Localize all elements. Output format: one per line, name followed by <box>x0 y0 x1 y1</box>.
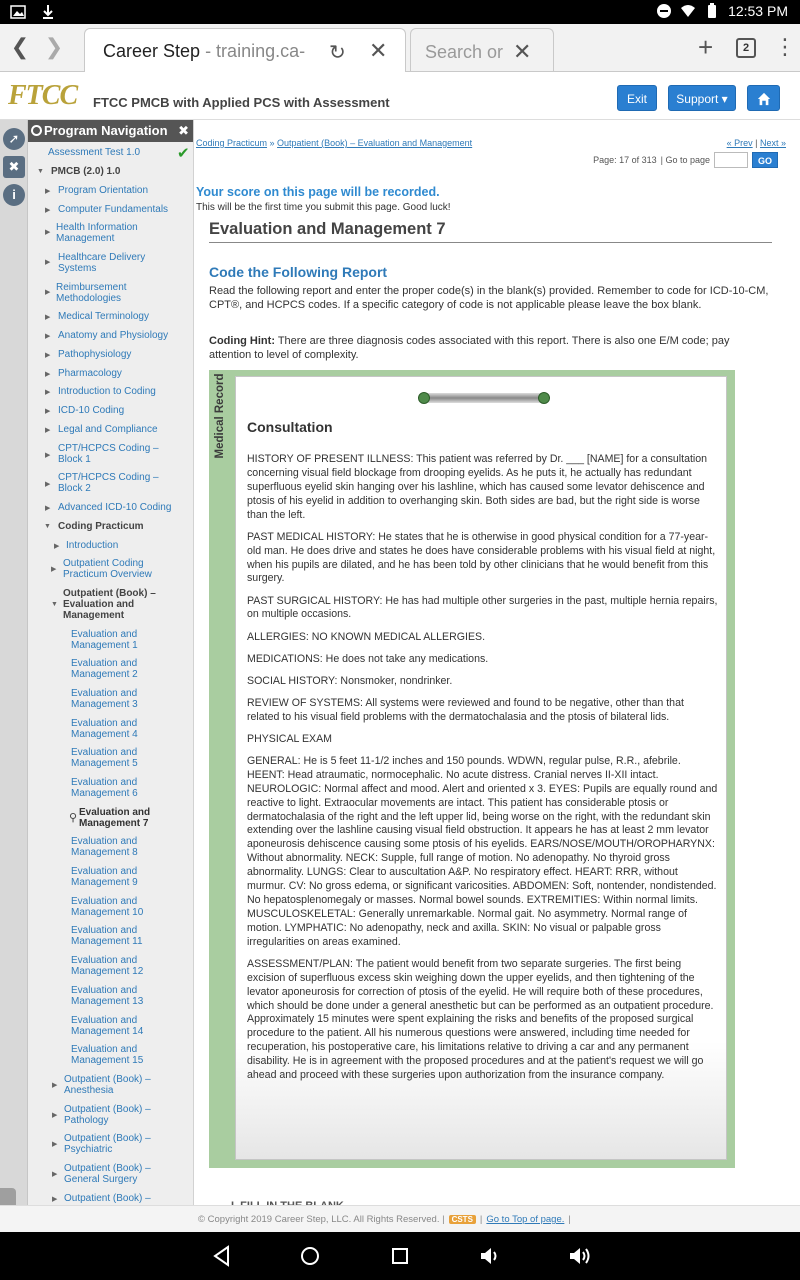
collapse-icon[interactable]: ✖ <box>178 123 189 138</box>
caret-right-icon[interactable]: ▶ <box>45 207 51 214</box>
wifi-icon <box>680 3 696 19</box>
caret-right-icon[interactable]: ▶ <box>45 389 51 396</box>
tools-icon[interactable]: ✖ <box>3 156 25 178</box>
instructions: Read the following report and enter the proper code(s) in the blank(s) provided. Remember to code for ICD-10-CM, CPT®, and HCPCS codes. If a specific category of code is not applicable please leave the box blank. <box>209 285 769 311</box>
medical-record <box>209 370 735 1168</box>
nav-em-13[interactable]: Evaluation and Management 13 <box>71 985 144 1007</box>
page-info <box>593 152 778 168</box>
record-tab-corner <box>209 470 229 482</box>
breadcrumb-separator: » <box>267 138 278 148</box>
program-navigation-title: Program Navigation <box>44 123 168 138</box>
home-circle-icon[interactable] <box>296 1242 324 1270</box>
record-ros: REVIEW OF SYSTEMS: All systems were reviewed and found to be negative, other than that related to his visual field problems with the dermatochalasia and the ptosis of bilateral lids. <box>247 696 684 723</box>
record-physical-exam-heading: PHYSICAL EXAM <box>247 732 332 745</box>
nav-legal-compliance[interactable]: Legal and Compliance <box>58 424 158 435</box>
caret-down-icon[interactable]: ▼ <box>44 523 51 530</box>
caret-right-icon[interactable]: ▶ <box>51 566 57 573</box>
caret-right-icon[interactable]: ▶ <box>52 1196 58 1203</box>
tab-url: - training.ca- <box>200 41 306 61</box>
record-title: Consultation <box>247 419 333 435</box>
caret-down-icon[interactable]: ▼ <box>51 601 58 608</box>
battery-icon <box>704 3 720 19</box>
caret-right-icon[interactable]: ▶ <box>45 481 51 488</box>
nav-advanced-icd10[interactable]: Advanced ICD-10 Coding <box>58 502 172 513</box>
caret-right-icon[interactable]: ▶ <box>45 352 51 359</box>
record-allergies: ALLERGIES: NO KNOWN MEDICAL ALLERGIES. <box>247 630 486 643</box>
caret-right-icon[interactable]: ▶ <box>45 371 51 378</box>
caret-right-icon[interactable]: ▶ <box>54 543 60 550</box>
nav-medical-terminology[interactable]: Medical Terminology <box>58 311 149 322</box>
caret-right-icon[interactable]: ▶ <box>45 408 51 415</box>
nav-outpatient-more[interactable]: Outpatient (Book) – <box>64 1193 151 1204</box>
main-content <box>195 120 800 1205</box>
record-psh: PAST SURGICAL HISTORY: He has had multiple other surgeries in the past, multiple hernia repairs, on multiple occasions. <box>247 594 718 621</box>
status-bar <box>0 0 800 24</box>
do-not-disturb-icon <box>656 3 672 19</box>
nav-em-15[interactable]: Evaluation and Management 15 <box>71 1044 144 1066</box>
nav-introduction-to-coding[interactable]: Introduction to Coding <box>58 386 156 397</box>
nav-em-14[interactable]: Evaluation and Management 14 <box>71 1015 144 1037</box>
nav-em-1[interactable]: Evaluation and Management 1 <box>71 629 138 651</box>
breadcrumb <box>196 138 472 148</box>
caret-right-icon[interactable]: ▶ <box>45 229 51 236</box>
nav-reimbursement-methodologies[interactable]: Reimbursement Methodologies <box>56 282 127 304</box>
nav-outpatient-overview[interactable]: Outpatient Coding Practicum Overview <box>63 558 152 580</box>
nav-anatomy-physiology[interactable]: Anatomy and Physiology <box>58 330 169 341</box>
nav-coding-practicum[interactable]: Coding Practicum <box>58 521 144 532</box>
volume-up-icon[interactable] <box>566 1242 594 1270</box>
completed-check-icon: ✔ <box>177 145 190 162</box>
caret-down-icon[interactable]: ▼ <box>37 168 44 175</box>
nav-introduction[interactable]: Introduction <box>66 540 119 551</box>
back-icon[interactable] <box>208 1242 236 1270</box>
forward-arrow-icon[interactable]: ❯ <box>44 34 64 59</box>
nav-em-12[interactable]: Evaluation and Management 12 <box>71 955 144 977</box>
caret-right-icon[interactable]: ▶ <box>45 452 51 459</box>
nav-outpatient-general-surgery[interactable]: Outpatient (Book) – General Surgery <box>64 1163 151 1185</box>
score-notice: Your score on this page will be recorded. <box>196 185 440 199</box>
prev-next-nav: « Prev | Next » <box>726 138 786 148</box>
more-menu-icon[interactable]: ⋮ <box>774 34 796 59</box>
record-assessment-plan: ASSESSMENT/PLAN: The patient would benefit from two separate surgeries. The first being excision of superfluous excess skin weighing down the upper eyelids, and then tightening of the levator aponeurosis for correction of ptosis of the eyelid. He will require both of these procedures, which should be done under a general anesthetic but can be performed as an outpatient procedure. Approximately 15 minutes were spent explaining the risks and benefits of the proposed surgical procedure to the patient. All his numerous questions were answered, including time needed for recuperation, his postoperative care, his limitations relative to driving a car and any permanent disability. He is in agreement with the proposed procedures and at the patient's request we will go ahead and proceed with these surgeries upon authorization from the insurance company. <box>247 957 714 1082</box>
nav-icd10-coding[interactable]: ICD-10 Coding <box>58 405 125 416</box>
reload-icon[interactable]: ↻ <box>329 42 346 64</box>
nav-em-7[interactable]: Evaluation and Management 7 <box>79 807 151 829</box>
goto-page-input[interactable] <box>714 152 748 168</box>
nav-cpt-block-2[interactable]: CPT/HCPCS Coding – Block 2 <box>58 472 159 494</box>
record-hpi: HISTORY OF PRESENT ILLNESS: This patient was referred by Dr. ___ [NAME] for a consultation concerning visual field blockage from drooping eyelids. As he puts it, he actually has redundant superfluous eyelid skin hanging over his lashline, which has caused some levator dehiscence and ptosis of his eyelid in addition to overhanging skin. Both sides are bad, but the right side is worse than the left. <box>247 453 708 521</box>
medical-record-label: Medical Record <box>214 373 226 459</box>
nav-em-9[interactable]: Evaluation and Management 9 <box>71 866 138 888</box>
record-body <box>247 453 719 1091</box>
inactive-tab-title: Search or <box>425 42 504 62</box>
close-inactive-tab-icon[interactable]: ✕ <box>513 39 532 64</box>
page-count: Page: 17 of 313 <box>593 155 657 165</box>
record-sheet <box>235 376 727 1160</box>
new-tab-icon[interactable]: + <box>698 32 714 62</box>
nav-pmcb[interactable]: PMCB (2.0) 1.0 <box>51 166 121 177</box>
program-navigation-header <box>28 120 193 142</box>
record-physical-exam: GENERAL: He is 5 feet 11-1/2 inches and 150 pounds. WDWN, regular pulse, R.R., afebrile. HEENT: Head atraumatic, normocephalic. No acute distress. Cranial nerves II-XII intact. NEUROLOGIC: Normal affect and mood. Alert and oriented x 3. EYES: Pupils are equally round and reactive to light. Extraocular movements are intact. This patient has considerable ptosis or dermatochalasia of the right and the left upper lid, being worse on the right, with the redundant skin extending over the lashline causing visual field obstruction. It appears he has at least 2 mm levator aponeurosis dehiscence causing some ptosis of his eyelids. EARS/NOSE/MOUTH/OROPHARYNX: Without abnormality. NECK: Supple, full range of motion. No adenopathy. No thyroid gross abnormality. LUNGS: Clear to auscultation A&P. No respiratory effect. HEART: RRR, without murmur. CV: No gross edema, or significant varicosities. ABDOMEN: Soft, nontender, nondistended. No hepatosplenomegaly or masses. Normal bowel sounds. EXTREMITIES: Within normal limits. MUSCULOSKELETAL: Generally unremarkable. Normal gait. No asymmetry. Normal range of motion. LYMPHATIC: No adenopathy, neck and axilla. SKIN: No visual or palpable gross irregularities on areas examined. <box>247 754 718 948</box>
goto-label: | Go to page <box>660 155 710 165</box>
support-button[interactable]: Support ▾ <box>668 85 736 111</box>
nav-outpatient-em[interactable]: Outpatient (Book) – Evaluation and Management <box>63 588 156 621</box>
nav-em-2[interactable]: Evaluation and Management 2 <box>71 658 138 680</box>
nav-pharmacology[interactable]: Pharmacology <box>58 368 122 379</box>
binder-clip-icon <box>420 393 548 403</box>
close-tab-icon[interactable]: ✕ <box>369 38 388 63</box>
coding-hint <box>209 334 774 362</box>
android-nav-bar <box>0 1232 800 1280</box>
active-tab[interactable] <box>84 28 406 74</box>
recents-icon[interactable] <box>386 1242 414 1270</box>
info-icon[interactable]: i <box>3 184 25 206</box>
compass-icon[interactable]: ➚ <box>3 128 25 150</box>
nav-outpatient-pathology[interactable]: Outpatient (Book) – Pathology <box>64 1104 151 1126</box>
caret-right-icon[interactable]: ▶ <box>45 289 51 296</box>
site-header <box>0 72 800 120</box>
home-button[interactable] <box>747 85 780 111</box>
caret-right-icon[interactable]: ▶ <box>52 1171 58 1178</box>
section-title: Code the Following Report <box>209 264 388 280</box>
status-time: 12:53 PM <box>728 3 788 19</box>
caret-right-icon[interactable]: ▶ <box>52 1082 58 1089</box>
copyright: © Copyright 2019 Career Step, LLC. All Rights Reserved. | <box>198 1214 445 1225</box>
location-pin-icon: ⚲ <box>69 812 78 824</box>
next-link[interactable]: Next » <box>759 138 786 148</box>
nav-computer-fundamentals[interactable]: Computer Fundamentals <box>58 204 169 215</box>
caret-right-icon[interactable]: ▶ <box>45 314 51 321</box>
nav-cpt-block-1[interactable]: CPT/HCPCS Coding – Block 1 <box>58 443 159 465</box>
volume-down-icon[interactable] <box>476 1242 504 1270</box>
inactive-tab[interactable] <box>410 28 554 72</box>
coding-hint-label: Coding Hint: <box>209 335 275 347</box>
caret-right-icon[interactable]: ▶ <box>45 259 51 266</box>
medical-record-tab <box>209 370 229 470</box>
nav-pathophysiology[interactable]: Pathophysiology <box>58 349 132 360</box>
ftcc-logo[interactable]: FTCC <box>8 80 78 111</box>
nav-healthcare-delivery-systems[interactable]: Healthcare Delivery Systems <box>58 252 146 274</box>
csts-badge: CSTS <box>449 1215 476 1224</box>
record-pmh: PAST MEDICAL HISTORY: He states that he is otherwise in good physical condition for a 77-year-old man. He does drive and states he does have considerable problems with his visual field at night, when his pupils are dilated, and he has been told by other clinicians that he would benefit from this surgery. <box>247 530 716 585</box>
nav-health-information-management[interactable]: Health Information Management <box>56 222 138 244</box>
caret-right-icon[interactable]: ▶ <box>45 427 51 434</box>
caret-right-icon[interactable]: ▶ <box>45 333 51 340</box>
footer-separator: | <box>479 1214 483 1225</box>
browser-toolbar <box>0 24 800 72</box>
home-icon <box>757 92 771 106</box>
coding-hint-text: There are three diagnosis codes associated with this report. There is also one E/M code; pay attention to level of complexity. <box>209 335 730 361</box>
nav-outpatient-anesthesia[interactable]: Outpatient (Book) – Anesthesia <box>64 1074 151 1096</box>
nav-outpatient-psychiatric[interactable]: Outpatient (Book) – Psychiatric <box>64 1133 151 1155</box>
record-medications: MEDICATIONS: He does not take any medications. <box>247 652 489 665</box>
go-button[interactable]: GO <box>752 152 778 168</box>
nav-em-10[interactable]: Evaluation and Management 10 <box>71 896 144 918</box>
page-footer <box>0 1205 800 1232</box>
tool-rail <box>0 120 28 1205</box>
nav-em-6[interactable]: Evaluation and Management 6 <box>71 777 138 799</box>
exit-button[interactable]: Exit <box>617 85 657 111</box>
nav-em-4[interactable]: Evaluation and Management 4 <box>71 718 138 740</box>
tab-count-button[interactable]: 2 <box>736 38 756 58</box>
caret-right-icon[interactable]: ▶ <box>52 1141 58 1148</box>
nav-program-orientation[interactable]: Program Orientation <box>58 185 149 196</box>
breadcrumb-outpatient-em[interactable]: Outpatient (Book) – Evaluation and Management <box>277 138 473 148</box>
caret-right-icon[interactable]: ▶ <box>52 1112 58 1119</box>
nav-em-5[interactable]: Evaluation and Management 5 <box>71 747 138 769</box>
program-navigation <box>28 120 194 1205</box>
first-time-notice: This will be the first time you submit this page. Good luck! <box>196 202 451 213</box>
breadcrumb-coding-practicum[interactable]: Coding Practicum <box>196 138 268 148</box>
download-icon <box>40 4 56 20</box>
footer-end: | <box>568 1214 571 1225</box>
nav-em-3[interactable]: Evaluation and Management 3 <box>71 688 138 710</box>
go-to-top-link[interactable]: Go to Top of page. <box>486 1214 565 1225</box>
page-title: Evaluation and Management 7 <box>209 220 772 243</box>
prev-link[interactable]: « Prev <box>726 138 753 148</box>
image-icon <box>10 4 26 20</box>
record-social-history: SOCIAL HISTORY: Nonsmoker, nondrinker. <box>247 674 453 687</box>
compass-small-icon <box>31 125 42 136</box>
caret-right-icon[interactable]: ▶ <box>45 188 51 195</box>
back-arrow-icon[interactable]: ❮ <box>10 34 30 59</box>
tab-title: Career Step <box>103 41 201 61</box>
nav-em-11[interactable]: Evaluation and Management 11 <box>71 925 143 947</box>
caret-right-icon[interactable]: ▶ <box>45 505 51 512</box>
site-title: FTCC PMCB with Applied PCS with Assessment <box>93 95 390 110</box>
nav-assessment-test[interactable]: Assessment Test 1.0 <box>48 147 141 158</box>
nav-em-8[interactable]: Evaluation and Management 8 <box>71 836 138 858</box>
